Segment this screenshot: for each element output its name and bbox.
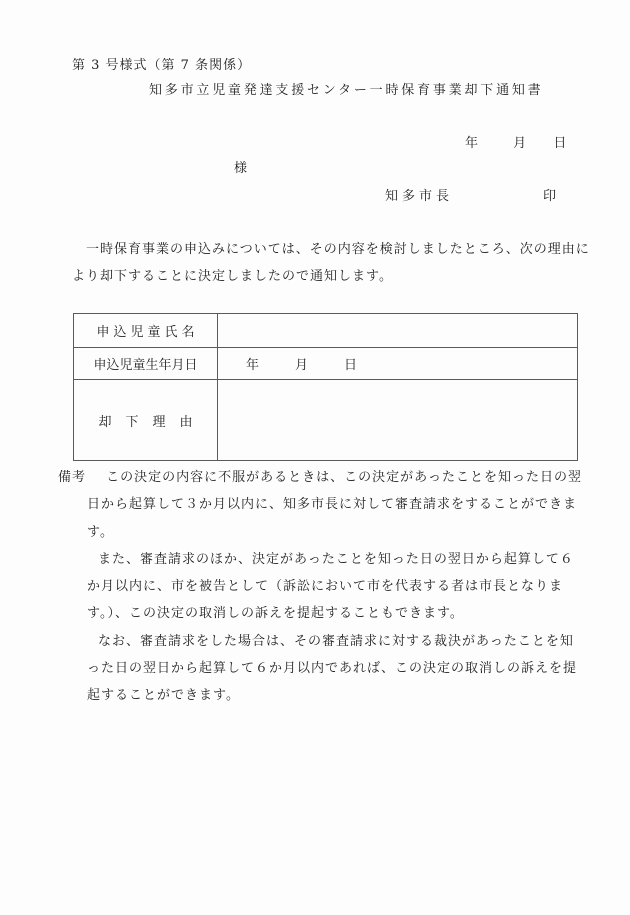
remarks-line-text: この決定の内容に不服があるときは、この決定があったことを知った日の翌 xyxy=(106,470,583,485)
body-paragraph xyxy=(72,236,590,290)
remarks-line: 起することができます。 xyxy=(87,688,240,704)
table-cell-birthdate xyxy=(218,348,577,379)
remarks-heading: 備考 xyxy=(58,470,87,485)
body-line: 一時保育事業の申込みについては、その内容を検討しましたところ、次の理由に xyxy=(86,242,590,257)
day-label: 日 xyxy=(553,136,567,151)
table-row-rejection-reason xyxy=(74,379,577,460)
table-cell-rejection-reason xyxy=(218,380,577,460)
table-label-birthdate: 申込児童生年月日 xyxy=(74,348,218,379)
birth-day-label: 日 xyxy=(344,358,358,373)
issue-date-line xyxy=(465,132,566,151)
table-row-child-name xyxy=(74,314,577,347)
form-number: 第 3 号様式（第 7 条関係） xyxy=(72,58,252,73)
year-label: 年 xyxy=(465,136,479,151)
birth-month-label: 月 xyxy=(295,358,309,373)
issuer-seal-mark: 印 xyxy=(543,189,557,204)
document-title: 知多市立児童発達支援センター一時保育事業却下通知書 xyxy=(149,83,544,98)
table-label-rejection-reason: 却下理由 xyxy=(74,380,218,460)
application-table xyxy=(73,313,578,461)
issuer-name: 知多市長 xyxy=(385,189,454,204)
table-cell-child-name xyxy=(218,314,577,347)
remarks-line: なお、審査請求をした場合は、その審査請求に対する裁決があったことを知 xyxy=(98,633,574,649)
table-label-child-name: 申込児童氏名 xyxy=(74,314,218,347)
remarks-block xyxy=(58,464,582,710)
remarks-line: か月以内に、市を被告として（訴訟において市を代表する者は市長となりま xyxy=(87,579,564,595)
remarks-line: った日の翌日から起算して６か月以内であれば、この決定の取消しの訴えを提 xyxy=(87,661,578,677)
remarks-line: 日から起算して３か月以内に、知多市長に対して審査請求をすることができま xyxy=(87,497,578,513)
remarks-line: また、審査請求のほか、決定があったことを知った日の翌日から起算して６ xyxy=(98,551,574,567)
birth-year-label: 年 xyxy=(246,358,260,373)
table-row-birthdate xyxy=(74,347,577,379)
month-label: 月 xyxy=(513,136,527,151)
remarks-line xyxy=(58,464,582,491)
body-line: より却下することに決定しましたので通知します。 xyxy=(72,269,393,284)
remarks-line: す。 xyxy=(87,524,114,540)
remarks-line: す。）、この決定の取消しの訴えを提起することもできます。 xyxy=(87,606,464,622)
addressee-honorific: 様 xyxy=(234,161,248,176)
